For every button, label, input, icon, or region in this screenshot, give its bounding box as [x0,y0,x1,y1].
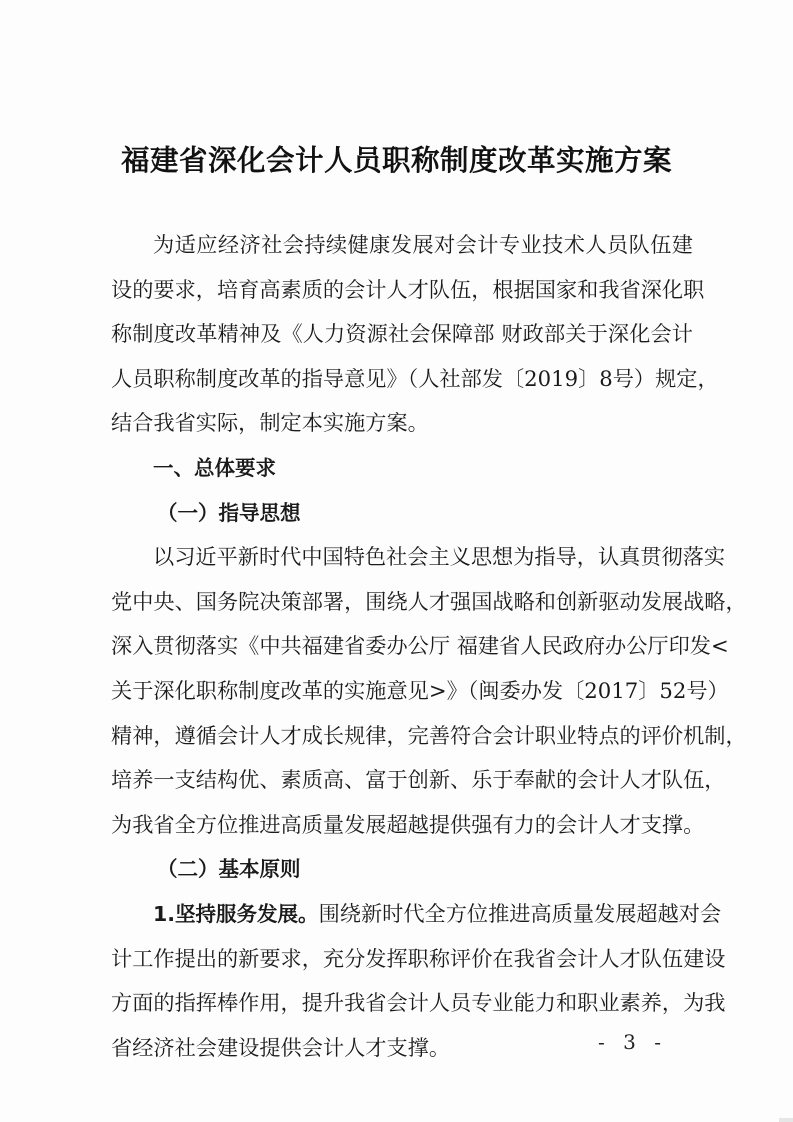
paragraph-line: 深入贯彻落实《中共福建省委办公厅 福建省人民政府办公厅印发< [111,633,729,659]
paragraph-line: 关于深化职称制度改革的实施意见>》（闽委办发〔2017〕52号） [111,677,729,703]
paragraph-line: 人员职称制度改革的指导意见》（人社部发〔2019〕8号）规定， [111,365,719,391]
paragraph-line: 结合我省实际，制定本实施方案。 [111,410,429,436]
scan-edge-mark [779,1118,793,1122]
principle-line [111,892,722,937]
paragraph-line: 精神，遵循会计人才成长规律，完善符合会计职业特点的评价机制， [111,722,747,748]
paragraph-line: 省经济社会建设提供会计人才支撑。 [111,1034,451,1060]
principle-text: 围绕新时代全方位推进高质量发展超越对会 [318,900,722,926]
paragraph-line: 方面的指挥棒作用，提升我省会计人员专业能力和职业素养，为我 [111,990,726,1016]
paragraph-line: 计工作提出的新要求，充分发挥职称评价在我省会计人才队伍建设 [111,945,726,971]
principle-title: 1.坚持服务发展。 [153,901,319,926]
document-body [111,223,747,1070]
paragraph-line: 为适应经济社会持续健康发展对会计专业技术人员队伍建 [153,232,693,257]
paragraph-line: 培养一支结构优、素质高、富于创新、乐于奉献的会计人才队伍， [111,767,726,793]
paragraph-line: 以习近平新时代中国特色社会主义思想为指导，认真贯彻落实 [153,544,726,570]
subsection-heading: （一）指导思想 [157,500,301,525]
paragraph-line: 称制度改革精神及《人力资源社会保障部 财政部关于深化会计 [111,321,693,347]
page-number: - 3 - [598,1030,667,1054]
paragraph-line: 设的要求，培育高素质的会计人才队伍，根据国家和我省深化职 [111,276,705,302]
subsection-heading: （二）基本原则 [157,857,301,882]
paragraph-line: 党中央、国务院决策部署，围绕人才强国战略和创新驱动发展战略， [111,588,747,614]
section-heading: 一、总体要求 [153,455,276,480]
paragraph-line: 为我省全方位推进高质量发展超越提供强有力的会计人才支撑。 [111,811,705,837]
document-title: 福建省深化会计人员职称制度改革实施方案 [120,143,672,177]
